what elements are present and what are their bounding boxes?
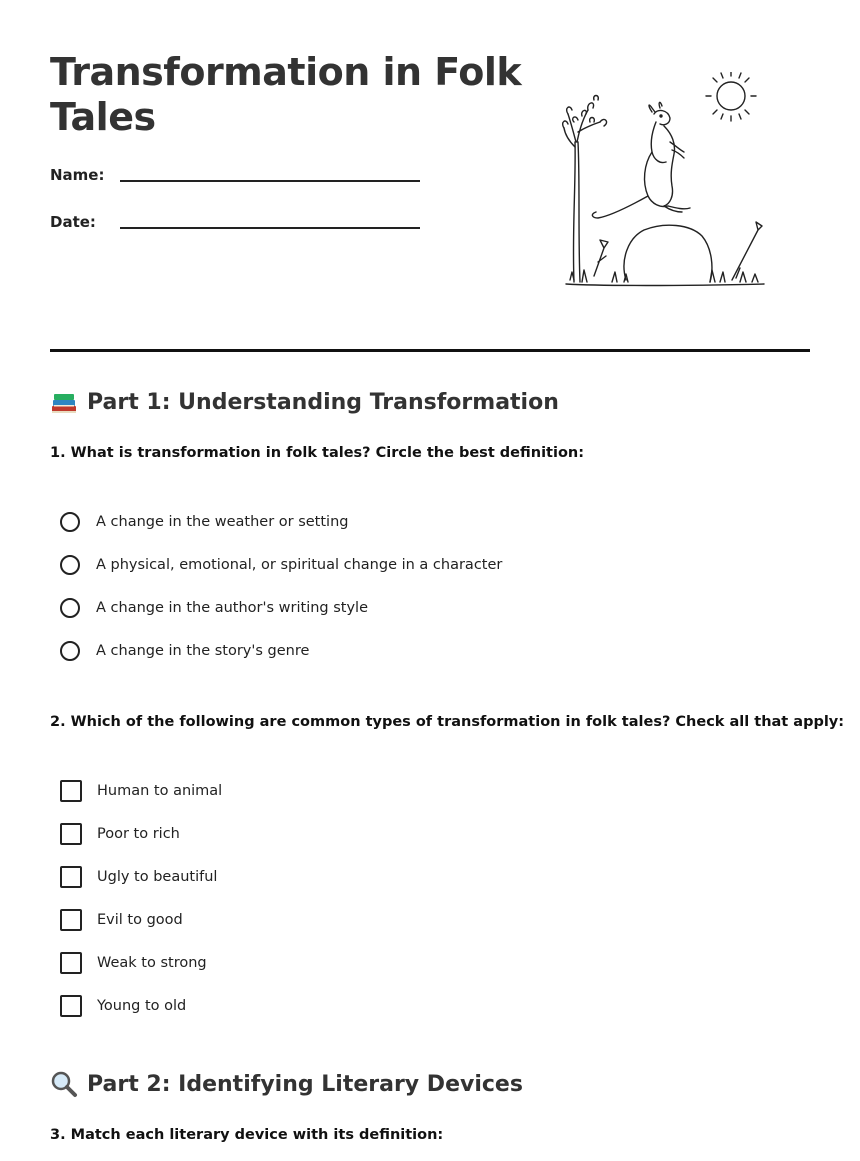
name-field-row [50, 166, 430, 190]
magnifying-glass-icon [50, 1070, 78, 1098]
name-field[interactable] [120, 180, 420, 182]
q1-radio[interactable] [60, 555, 80, 575]
q2-option[interactable] [60, 907, 183, 933]
kangaroo-icon [592, 102, 690, 218]
books-icon [50, 388, 78, 416]
q1-radio[interactable] [60, 512, 80, 532]
q2-option-label: Human to animal [97, 783, 223, 799]
q2-option-label: Ugly to beautiful [97, 869, 218, 885]
part2-heading [50, 1070, 523, 1098]
question-2: 2. Which of the following are common types of transformation in folk tales? Check all that apply: [50, 714, 845, 730]
worksheet-title: Transformation in Folk Tales [50, 50, 522, 139]
question-1: 1. What is transformation in folk tales? Circle the best definition: [50, 445, 585, 461]
tree-icon [563, 96, 607, 283]
date-field-row [50, 213, 430, 237]
q2-option[interactable] [60, 993, 186, 1019]
section-divider [50, 349, 810, 352]
q1-option[interactable] [60, 638, 309, 664]
q1-option-label: A change in the story's genre [96, 643, 310, 659]
rock-icon [624, 225, 712, 282]
q2-option-label: Young to old [97, 998, 187, 1014]
q2-option-label: Poor to rich [97, 826, 180, 842]
q2-checkbox[interactable] [60, 823, 82, 845]
q2-option-label: Evil to good [97, 912, 183, 928]
q2-checkbox[interactable] [60, 780, 82, 802]
part1-title: Part 1: Understanding Transformation [87, 389, 559, 415]
q2-option[interactable] [60, 778, 222, 804]
kangaroo-illustration [560, 72, 770, 294]
q1-radio[interactable] [60, 641, 80, 661]
sun-icon [706, 72, 756, 121]
q2-option-label: Weak to strong [97, 955, 207, 971]
q1-option-label: A change in the author's writing style [96, 600, 369, 616]
name-label: Name: [50, 166, 105, 184]
q1-option-label: A change in the weather or setting [96, 514, 349, 530]
part1-heading [50, 388, 559, 416]
q2-checkbox[interactable] [60, 909, 82, 931]
date-label: Date: [50, 213, 96, 231]
q1-radio[interactable] [60, 598, 80, 618]
q1-option-label: A physical, emotional, or spiritual change in a character [96, 557, 503, 573]
q1-option[interactable] [60, 552, 502, 578]
question-3: 3. Match each literary device with its definition: [50, 1127, 444, 1143]
q2-option[interactable] [60, 864, 217, 890]
date-field[interactable] [120, 227, 420, 229]
q2-option[interactable] [60, 821, 180, 847]
q2-checkbox[interactable] [60, 866, 82, 888]
q1-option[interactable] [60, 509, 348, 535]
q2-checkbox[interactable] [60, 995, 82, 1017]
q1-option[interactable] [60, 595, 368, 621]
part2-title: Part 2: Identifying Literary Devices [87, 1071, 523, 1097]
q2-checkbox[interactable] [60, 952, 82, 974]
q2-option[interactable] [60, 950, 207, 976]
